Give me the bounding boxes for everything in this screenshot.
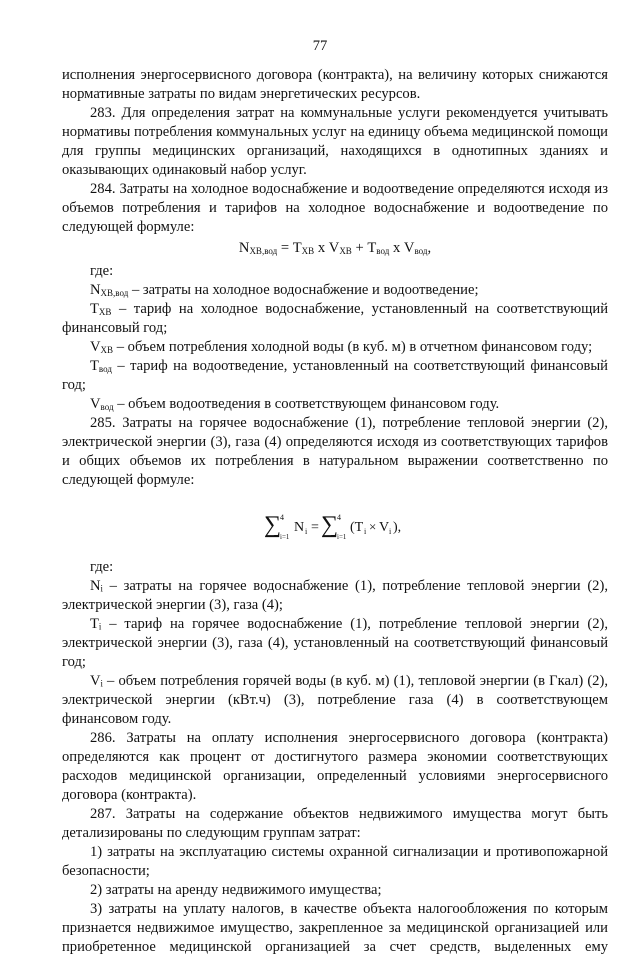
svg-text:4: 4 [280,513,284,522]
svg-text:4: 4 [337,513,341,522]
svg-text:i=1: i=1 [280,533,290,541]
svg-text:∑: ∑ [264,512,282,538]
formula-cold-water: $N_{ХВ,вод} = T_{ХВ}$ х $V_{ХВ} + T_{вод}$ х $V_{вод}$, [238,240,432,256]
svg-text:i: i [364,527,367,536]
paragraph-283: 283. Для определения затрат на коммунальные услуги рекомендуется учитывать нормативы потребления коммунальных услуг на единицу объема медицинской помощи для группы медицинских организаций, находящихся в однотипных зданиях и оказывающих одинаковый набор услуг. [62,105,608,178]
list-item-3: 3) затраты на уплату налогов, в качестве объекта налогообложения по которым признается недвижимое имущество, закрепленное за медицинской организацией или приобретенное медицинской организацией за счет средств, выделенных ему [62,901,608,955]
definition-ti: Tᵢ – тариф на горячее водоснабжение (1), потребление тепловой энергии (2), электрической энергии (3), газа (4), установленный на соответствующий финансовый год; [62,616,608,670]
definition-n-xv: $N_{ХВ,вод}$ – затраты на холодное водоснабжение и водоотведение; [90,282,479,298]
where-label-1: где: [90,263,114,279]
svg-text:(T: (T [350,520,364,535]
page-number: 77 [312,38,328,54]
sum-formula-image [260,508,410,542]
definition-v-vod: $V_{вод}$ – объем водоотведения в соответствующем финансовом году. [90,396,500,412]
paragraph-285: 285. Затраты на горячее водоснабжение (1), потребление тепловой энергии (2), электрической энергии (3), газа (4) определяются исходя из соответствующих тарифов и общих объемов их потребления в натуральном выражении соответственно по следующей формуле: [62,415,608,488]
svg-text:i: i [305,527,308,536]
definition-ni: Nᵢ – затраты на горячее водоснабжение (1), потребление тепловой энергии (2), электрической энергии (3), газа (4); [62,578,608,613]
svg-text:∑: ∑ [321,512,339,538]
list-item-1: 1) затраты на эксплуатацию системы охранной сигнализации и противопожарной безопасности; [62,844,608,879]
definition-t-xv: $T_{ХВ}$ – тариф на холодное водоснабжение, установленный на соответствующий финансовый год; [62,301,608,336]
paragraph-287: 287. Затраты на содержание объектов недвижимого имущества могут быть детализированы по следующим группам затрат: [62,806,608,841]
paragraph-286: 286. Затраты на оплату исполнения энергосервисного договора (контракта) определяются как процент от достигнутого размера экономии соответствующих расходов медицинской организации, определенный условиями энергосервисного договора (контракта). [62,730,608,803]
definition-t-vod: $T_{вод}$ – тариф на водоотведение, установленный на соответствующий финансовый год; [62,358,608,393]
svg-text:i: i [389,527,392,536]
svg-text:V: V [379,520,390,535]
svg-text:N: N [294,520,305,535]
svg-text:=: = [311,520,319,535]
list-item-2: 2) затраты на аренду недвижимого имущества; [90,882,382,898]
svg-text:i=1: i=1 [337,533,347,541]
where-label-2: где: [90,559,114,575]
formula-utilities-sum [62,508,608,542]
paragraph-284: 284. Затраты на холодное водоснабжение и водоотведение определяются исходя из объемов потребления и тарифов на холодное водоснабжение и водоотведение по следующей формуле: [62,181,608,235]
page-content [62,66,608,957]
definition-vi: Vᵢ – объем потребления горячей воды (в куб. м) (1), тепловой энергии (в Гкал) (2), электрической энергии (кВт.ч) (3), потребление газа (4) в соответствующем финансовом году. [62,673,608,727]
intro-line-2: нормативные затраты по видам энергетических ресурсов. [62,86,421,102]
definition-v-xv: $V_{ХВ}$ – объем потребления холодной воды (в куб. м) в отчетном финансовом году; [90,339,593,355]
svg-text:×: × [369,519,377,534]
intro-line-1: исполнения энергосервисного договора (контракта), на величину которых снижаются [62,67,608,83]
svg-text:),: ), [393,520,402,535]
